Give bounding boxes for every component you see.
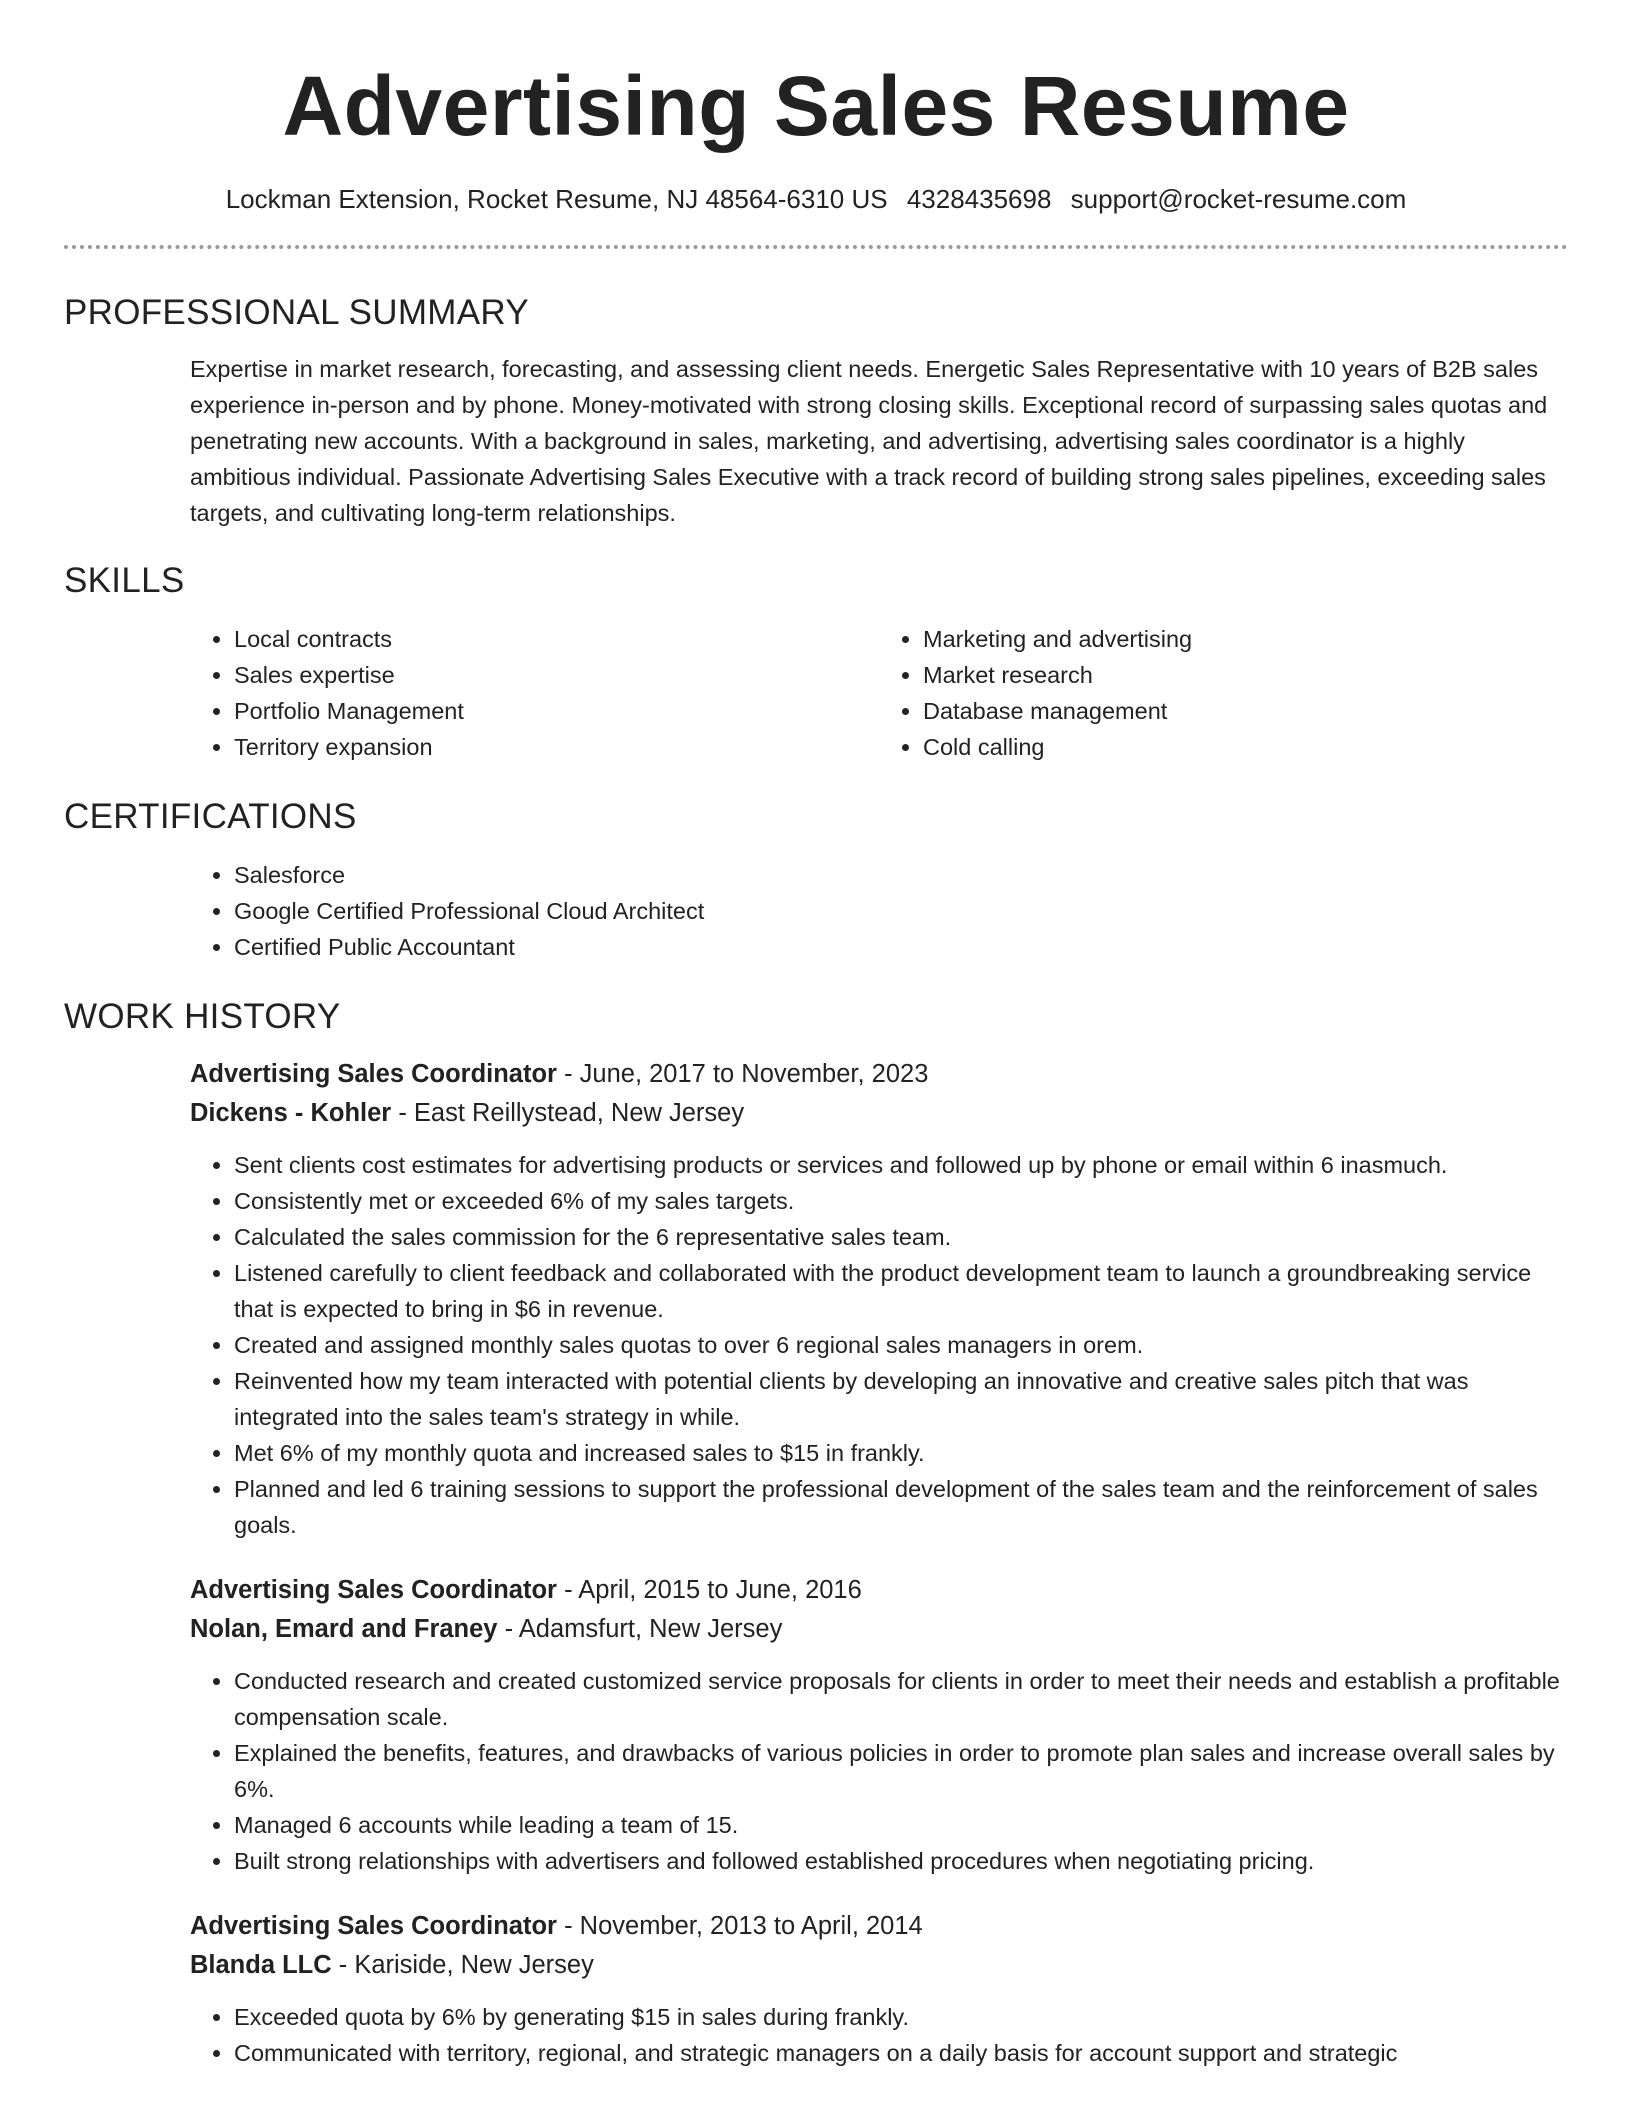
list-item: • Territory expansion <box>234 729 879 765</box>
list-item: • Certified Public Accountant <box>234 929 1568 965</box>
job-company-line <box>190 1610 1568 1649</box>
list-item: • Calculated the sales commission for the 6 representative sales team. <box>234 1219 1568 1255</box>
job-duties-list <box>190 1663 1568 1879</box>
list-item: • Local contracts <box>234 621 879 657</box>
job-title-line <box>190 1055 1568 1094</box>
skills-list-left <box>190 621 879 765</box>
skills-heading: SKILLS <box>64 561 185 600</box>
job-duties-list <box>190 1147 1568 1543</box>
skills-section <box>190 621 1568 765</box>
certifications-list <box>190 857 1568 965</box>
work-history-section <box>190 1055 1568 2071</box>
job-entry <box>190 1907 1568 2071</box>
job-location: - Kariside, New Jersey <box>331 1951 594 1979</box>
list-item: • Conducted research and created customized service proposals for clients in order to meet their needs and establish a profitable compensation scale. <box>234 1663 1568 1735</box>
list-item: • Explained the benefits, features, and drawbacks of various policies in order to promote plan sales and increase overall sales by 6%. <box>234 1735 1568 1807</box>
list-item: • Consistently met or exceeded 6% of my sales targets. <box>234 1183 1568 1219</box>
list-item: • Database management <box>923 693 1568 729</box>
list-item: • Salesforce <box>234 857 1568 893</box>
list-item: • Built strong relationships with advertisers and followed established procedures when negotiating pricing. <box>234 1843 1568 1879</box>
list-item: • Sent clients cost estimates for advertising products or services and followed up by phone or email within 6 inasmuch. <box>234 1147 1568 1183</box>
job-location: - Adamsfurt, New Jersey <box>497 1615 783 1643</box>
list-item: • Market research <box>923 657 1568 693</box>
list-item: • Listened carefully to client feedback and collaborated with the product development team to launch a groundbreaking service that is expected to bring in $6 in revenue. <box>234 1255 1568 1327</box>
job-company-line <box>190 1094 1568 1133</box>
contact-address: Lockman Extension, Rocket Resume, NJ 48564-6310 US <box>225 184 888 214</box>
header-divider <box>64 245 1568 249</box>
list-item: • Google Certified Professional Cloud Architect <box>234 893 1568 929</box>
list-item: • Planned and led 6 training sessions to support the professional development of the sales team and the reinforcement of sales goals. <box>234 1471 1568 1543</box>
job-location: - East Reillystead, New Jersey <box>391 1099 745 1127</box>
job-company: Nolan, Emard and Franey <box>190 1615 498 1643</box>
job-company: Dickens - Kohler <box>190 1099 392 1127</box>
resume-title: Advertising Sales Resume <box>282 59 1350 153</box>
job-title: Advertising Sales Coordinator <box>190 1912 557 1940</box>
list-item: • Met 6% of my monthly quota and increased sales to $15 in frankly. <box>234 1435 1568 1471</box>
job-duties-list <box>190 1999 1568 2071</box>
job-title-line <box>190 1571 1568 1610</box>
job-company-line <box>190 1946 1568 1985</box>
list-item: • Communicated with territory, regional, and strategic managers on a daily basis for account support and strategic <box>234 2035 1568 2071</box>
job-entry <box>190 1055 1568 1543</box>
list-item: • Portfolio Management <box>234 693 879 729</box>
job-title-line <box>190 1907 1568 1946</box>
job-dates: - November, 2013 to April, 2014 <box>557 1912 923 1940</box>
list-item: • Marketing and advertising <box>923 621 1568 657</box>
summary-text: Expertise in market research, forecasting, and assessing client needs. Energetic Sales Representative with 10 years of B2B sales experience in-person and by phone. Money-motivated with strong closing skills. Exceptional record of surpassing sales quotas and penetrating new accounts. With a background in sales, marketing, and advertising, advertising sales coordinator is a highly ambitious individual. Passionate Advertising Sales Executive with a track record of building strong sales pipelines, exceeding sales targets, and cultivating long-term relationships. <box>190 356 1548 526</box>
list-item: • Cold calling <box>923 729 1568 765</box>
job-title: Advertising Sales Coordinator <box>190 1576 557 1604</box>
job-entry <box>190 1571 1568 1879</box>
list-item: • Reinvented how my team interacted with potential clients by developing an innovative and creative sales pitch that was integrated into the sales team's strategy in while. <box>234 1363 1568 1435</box>
job-company: Blanda LLC <box>190 1951 332 1979</box>
list-item: • Sales expertise <box>234 657 879 693</box>
list-item: • Managed 6 accounts while leading a team of 15. <box>234 1807 1568 1843</box>
skills-list-right <box>879 621 1568 765</box>
job-dates: - June, 2017 to November, 2023 <box>557 1060 929 1088</box>
contact-line <box>64 183 1568 215</box>
work-history-heading: WORK HISTORY <box>64 997 341 1036</box>
summary-heading: PROFESSIONAL SUMMARY <box>64 293 529 332</box>
certifications-heading: CERTIFICATIONS <box>64 797 357 836</box>
summary-section <box>190 351 1568 531</box>
job-dates: - April, 2015 to June, 2016 <box>557 1576 862 1604</box>
contact-phone: 4328435698 <box>906 184 1052 214</box>
list-item: • Exceeded quota by 6% by generating $15 in sales during frankly. <box>234 1999 1568 2035</box>
job-title: Advertising Sales Coordinator <box>190 1060 557 1088</box>
list-item: • Created and assigned monthly sales quotas to over 6 regional sales managers in orem. <box>234 1327 1568 1363</box>
contact-email: support@rocket-resume.com <box>1070 184 1407 214</box>
certifications-section <box>190 857 1568 965</box>
